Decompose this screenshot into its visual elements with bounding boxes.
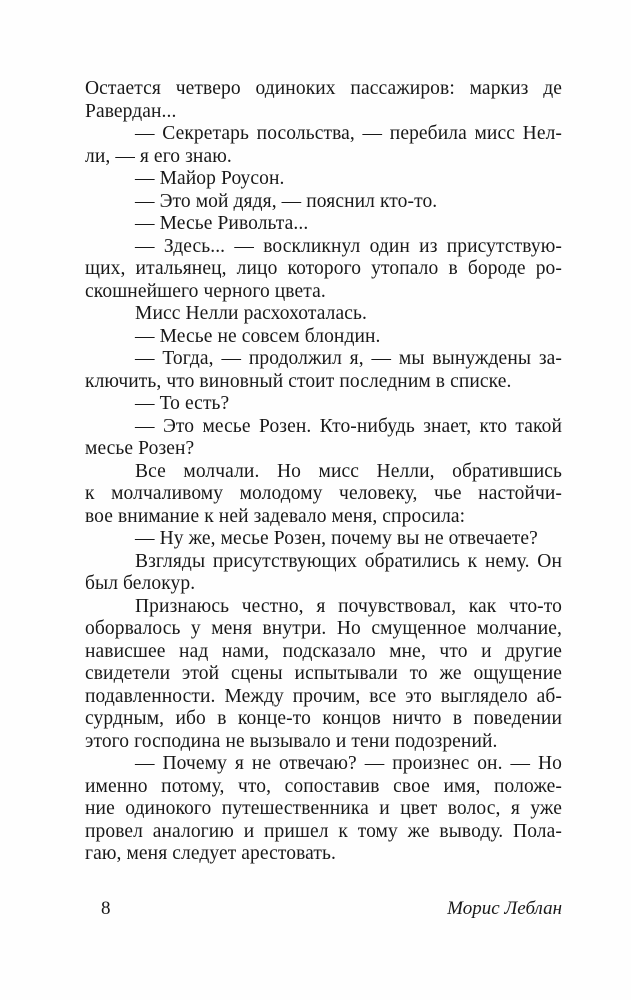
text-line: щих, итальянец, лицо которого утопало в бороде ро-: [85, 258, 562, 279]
text-line: — Это мой дядя, — пояснил кто-то.: [135, 190, 438, 212]
text-line: — Секретарь посольства, — перебила мисс Нел-: [135, 123, 562, 144]
text-line: Признаюсь честно, я почувствовал, как что-то: [135, 595, 562, 617]
text-line: Мисс Нелли расхохоталась.: [135, 303, 367, 324]
text-line: именно потому, что, сопоставив свое имя, положе-: [85, 775, 562, 797]
text-line: этого господина не вызывало и тени подозрений.: [85, 730, 498, 752]
text-line: ли, — я его знаю.: [85, 145, 232, 167]
text-line: к молчаливому молодому человеку, чье настойчи-: [85, 483, 562, 504]
text-line: — Тогда, — продолжил я, — мы вынуждены за-: [135, 348, 562, 369]
text-line: гаю, меня следует арестовать.: [85, 843, 337, 864]
text-line: ключить, что виновный стоит последним в списке.: [85, 370, 512, 392]
text-line: был белокур.: [85, 573, 196, 594]
page-number: 8: [101, 898, 111, 919]
text-line: Равердан...: [85, 100, 177, 122]
text-line: Все молчали. Но мисс Нелли, обратившись: [135, 460, 562, 482]
text-line: вое внимание к ней задевало меня, спросила:: [85, 505, 466, 527]
text-line: — Майор Роусон.: [135, 168, 285, 189]
text-line: ние одинокого путешественника и цвет волос, я уже: [85, 798, 562, 819]
text-line: — Месье Ривольта...: [135, 213, 309, 234]
text-line: — Здесь... — воскликнул один из присутствую-: [135, 235, 562, 257]
text-line: — Почему я не отвечаю? — произнес он. — Но: [135, 753, 562, 774]
text-line: подавленности. Между прочим, все это выглядело аб-: [85, 685, 562, 707]
text-line: месье Розен?: [85, 438, 195, 459]
text-line: — То есть?: [135, 393, 230, 414]
text-line: — Это месье Розен. Кто-нибудь знает, кто такой: [135, 415, 562, 437]
text-line: — Ну же, месье Розен, почему вы не отвечаете?: [135, 528, 538, 549]
text-line: — Месье не совсем блондин.: [135, 325, 381, 347]
text-line: провел аналогию и пришел к тому же выводу. Пола-: [85, 820, 562, 842]
text-line: оборвалось у меня внутри. Но смущенное молчание,: [85, 618, 562, 639]
text-line: Остается четверо одиноких пассажиров: маркиз де: [85, 78, 562, 99]
text-line: Взгляды присутствующих обратились к нему. Он: [135, 550, 562, 572]
text-line: свидетели этой сцены испытывали то же ощущение: [85, 663, 562, 684]
running-title-author: Морис Леблан: [447, 898, 562, 919]
page-text-block: [85, 78, 562, 866]
text-line: нависшее над нами, подсказало мне, что и другие: [85, 640, 562, 662]
text-line: сурдным, ибо в конце-то концов ничто в поведении: [85, 708, 562, 729]
page-footer: [85, 898, 562, 920]
text-line: скошнейшего черного цвета.: [85, 280, 326, 302]
